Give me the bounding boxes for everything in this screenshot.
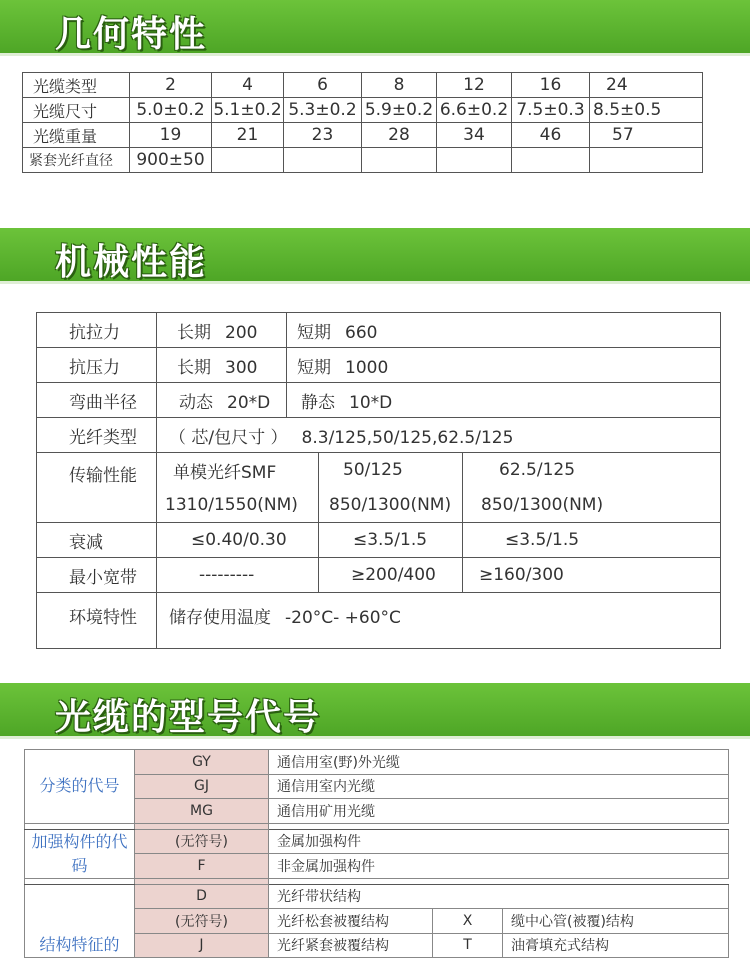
table-row [37, 558, 721, 593]
section-title: 几何特性 [55, 14, 208, 55]
cell [284, 148, 362, 173]
code-cell: (无符号) [135, 829, 269, 854]
code-cell: X [433, 909, 503, 934]
code-cell: GY [135, 750, 269, 775]
table-row [25, 884, 729, 909]
row-label: 紧套光纤直径 [23, 148, 130, 173]
row-label: 光缆类型 [23, 73, 130, 98]
table-row [25, 829, 729, 854]
cell [212, 148, 284, 173]
desc-cell: 通信用矿用光缆 [269, 799, 729, 824]
cell: 28 [362, 123, 437, 148]
section-title: 机械性能 [55, 242, 208, 283]
table-row [37, 593, 721, 649]
cell: ≥200/400 [319, 558, 463, 593]
desc-cell: 非金属加强构件 [269, 854, 729, 879]
category-label: 分类的代号 [25, 750, 135, 824]
code-cell: T [433, 933, 503, 958]
cell [362, 148, 437, 173]
code-cell: MG [135, 799, 269, 824]
row-label: 衰减 [37, 523, 157, 558]
cell: 4 [212, 73, 284, 98]
desc-cell: 油膏填充式结构 [503, 933, 729, 958]
table-row [37, 523, 721, 558]
cell: 900±50 [130, 148, 212, 173]
table-row [37, 383, 721, 418]
environment-cell: 储存使用温度 -20°C- +60°C [157, 593, 721, 649]
table-row [37, 313, 721, 348]
category-label: 加强构件的代码 [25, 829, 135, 878]
fiber-type-cell: （ 芯/包尺寸 ） 8.3/125,50/125,62.5/125 [157, 418, 721, 453]
code-cell: (无符号) [135, 909, 269, 934]
cell: 57 [590, 123, 703, 148]
cell: 850/1300(NM) [319, 488, 463, 523]
cell: ≤0.40/0.30 [157, 523, 319, 558]
cell: 5.0±0.2 [130, 98, 212, 123]
cell [590, 148, 703, 173]
cell: 5.3±0.2 [284, 98, 362, 123]
desc-cell: 通信用室(野)外光缆 [269, 750, 729, 775]
short-term-cell: 短期 660 [287, 313, 721, 348]
cell: 8 [362, 73, 437, 98]
table-row [37, 418, 721, 453]
row-label: 弯曲半径 [37, 383, 157, 418]
short-term-cell: 短期 1000 [287, 348, 721, 383]
section-banner-geometry [0, 0, 750, 56]
section-banner-model-codes [0, 683, 750, 739]
code-cell: J [135, 933, 269, 958]
row-label: 抗压力 [37, 348, 157, 383]
section-title: 光缆的型号代号 [55, 697, 322, 738]
desc-cell: 金属加强构件 [269, 829, 729, 854]
desc-cell: 缆中心管(被覆)结构 [503, 909, 729, 934]
cell [437, 148, 512, 173]
cell: 62.5/125 [463, 453, 721, 488]
desc-cell: 光纤松套被覆结构 [269, 909, 433, 934]
cell: 850/1300(NM) [463, 488, 721, 523]
model-code-table [24, 749, 729, 958]
code-cell: GJ [135, 774, 269, 799]
code-cell: F [135, 854, 269, 879]
cell: ≥160/300 [463, 558, 721, 593]
cell [512, 148, 590, 173]
cell: 5.1±0.2 [212, 98, 284, 123]
geometry-table [22, 72, 703, 173]
cell: 24 [590, 73, 703, 98]
table-row [23, 123, 703, 148]
cell: --------- [157, 558, 319, 593]
cell: ≤3.5/1.5 [319, 523, 463, 558]
long-term-cell: 长期 200 [157, 313, 287, 348]
row-label: 传输性能 [37, 453, 157, 523]
section-banner-mechanical [0, 228, 750, 284]
row-label: 环境特性 [37, 593, 157, 649]
table-row [37, 453, 721, 488]
row-label: 光纤类型 [37, 418, 157, 453]
static-cell: 静态 10*D [287, 383, 721, 418]
cell: 34 [437, 123, 512, 148]
cell: 2 [130, 73, 212, 98]
cell: 21 [212, 123, 284, 148]
cell: 7.5±0.3 [512, 98, 590, 123]
cell: 8.5±0.5 [590, 98, 703, 123]
cell: 16 [512, 73, 590, 98]
cell: 1310/1550(NM) [157, 488, 319, 523]
row-label: 抗拉力 [37, 313, 157, 348]
cell: 46 [512, 123, 590, 148]
cell: 12 [437, 73, 512, 98]
dynamic-cell: 动态 20*D [157, 383, 287, 418]
cell: 23 [284, 123, 362, 148]
cell: 单模光纤SMF [157, 453, 319, 488]
mechanical-table [36, 312, 721, 649]
table-row [23, 73, 703, 98]
cell: 6 [284, 73, 362, 98]
table-row [25, 750, 729, 775]
row-label: 最小宽带 [37, 558, 157, 593]
table-row [23, 148, 703, 173]
cell: 50/125 [319, 453, 463, 488]
cell: 6.6±0.2 [437, 98, 512, 123]
desc-cell: 光纤带状结构 [269, 884, 729, 909]
cell: ≤3.5/1.5 [463, 523, 721, 558]
cell: 5.9±0.2 [362, 98, 437, 123]
desc-cell: 通信用室内光缆 [269, 774, 729, 799]
table-row [37, 348, 721, 383]
code-cell: D [135, 884, 269, 909]
cell: 19 [130, 123, 212, 148]
row-label: 光缆重量 [23, 123, 130, 148]
row-label: 光缆尺寸 [23, 98, 130, 123]
table-row [23, 98, 703, 123]
category-label: 结构特征的 [25, 884, 135, 958]
desc-cell: 光纤紧套被覆结构 [269, 933, 433, 958]
long-term-cell: 长期 300 [157, 348, 287, 383]
